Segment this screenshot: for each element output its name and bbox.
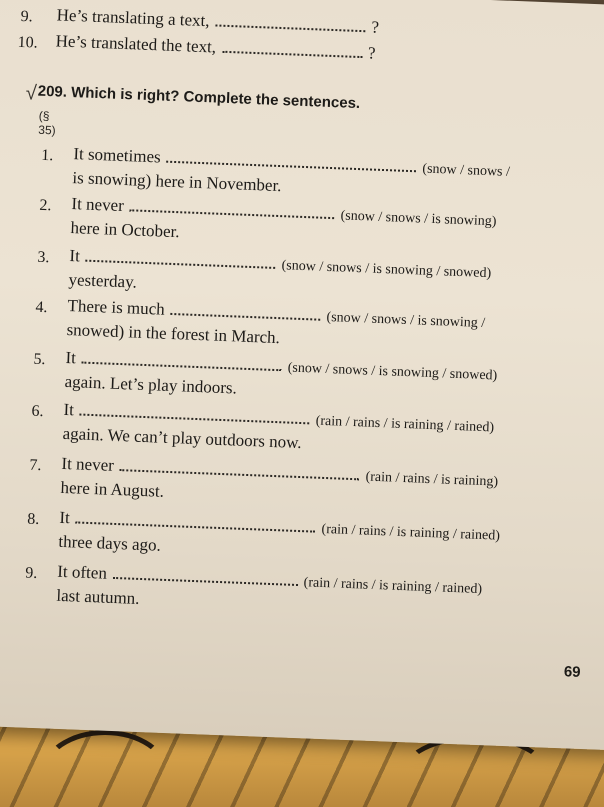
- item-line-1: It(rain / rains / is raining / rained): [59, 507, 501, 544]
- item-line-1: It never(rain / rains / is raining): [61, 453, 499, 490]
- item-number: 7.: [29, 456, 42, 475]
- item-number: 5.: [33, 350, 46, 369]
- exercise-heading: 209. Which is right? Complete the sentences.: [37, 82, 361, 113]
- top-item-number: 10.: [17, 33, 38, 52]
- item-line-2: yesterday.: [68, 270, 138, 292]
- item-line-2: three days ago.: [58, 531, 162, 555]
- item-number: 4.: [35, 298, 48, 317]
- item-line-1: It(snow / snows / is snowing / snowed): [69, 246, 492, 282]
- item-line-2: again. We can’t play outdoors now.: [62, 423, 302, 453]
- item-number: 1.: [40, 146, 54, 165]
- top-item-text: He’s translated the text, ?: [55, 31, 376, 63]
- item-line-2: again. Let’s play indoors.: [64, 371, 238, 398]
- item-line-1: It(rain / rains / is raining / rained): [63, 399, 495, 436]
- item-line-2: is snowing) here in November.: [72, 168, 282, 196]
- item-line-2: here in August.: [60, 477, 165, 501]
- item-line-2: here in October.: [70, 218, 180, 242]
- item-number: 6.: [31, 402, 44, 421]
- item-number: 3.: [37, 248, 50, 267]
- top-item-text: He’s translating a text, ?: [56, 5, 380, 37]
- item-line-2: snowed) in the forest in March.: [66, 319, 281, 348]
- item-line-1: It sometimes(snow / snows /: [73, 144, 511, 180]
- item-line-1: It never(snow / snows / is snowing): [71, 194, 497, 230]
- item-number: 9.: [24, 564, 38, 583]
- section-reference: (§ 35): [38, 108, 56, 138]
- check-mark-icon: √: [25, 82, 38, 105]
- item-number: 2.: [39, 196, 52, 215]
- item-line-2: last autumn.: [56, 585, 140, 608]
- item-number: 8.: [27, 510, 40, 529]
- item-line-1: It often(rain / rains / is raining / rained): [57, 561, 483, 598]
- page-number: 69: [563, 663, 581, 681]
- item-line-1: It(snow / snows / is snowing / snowed): [65, 347, 498, 384]
- top-item-number: 9.: [20, 7, 33, 26]
- item-line-1: There is much(snow / snows / is snowing /: [67, 295, 486, 332]
